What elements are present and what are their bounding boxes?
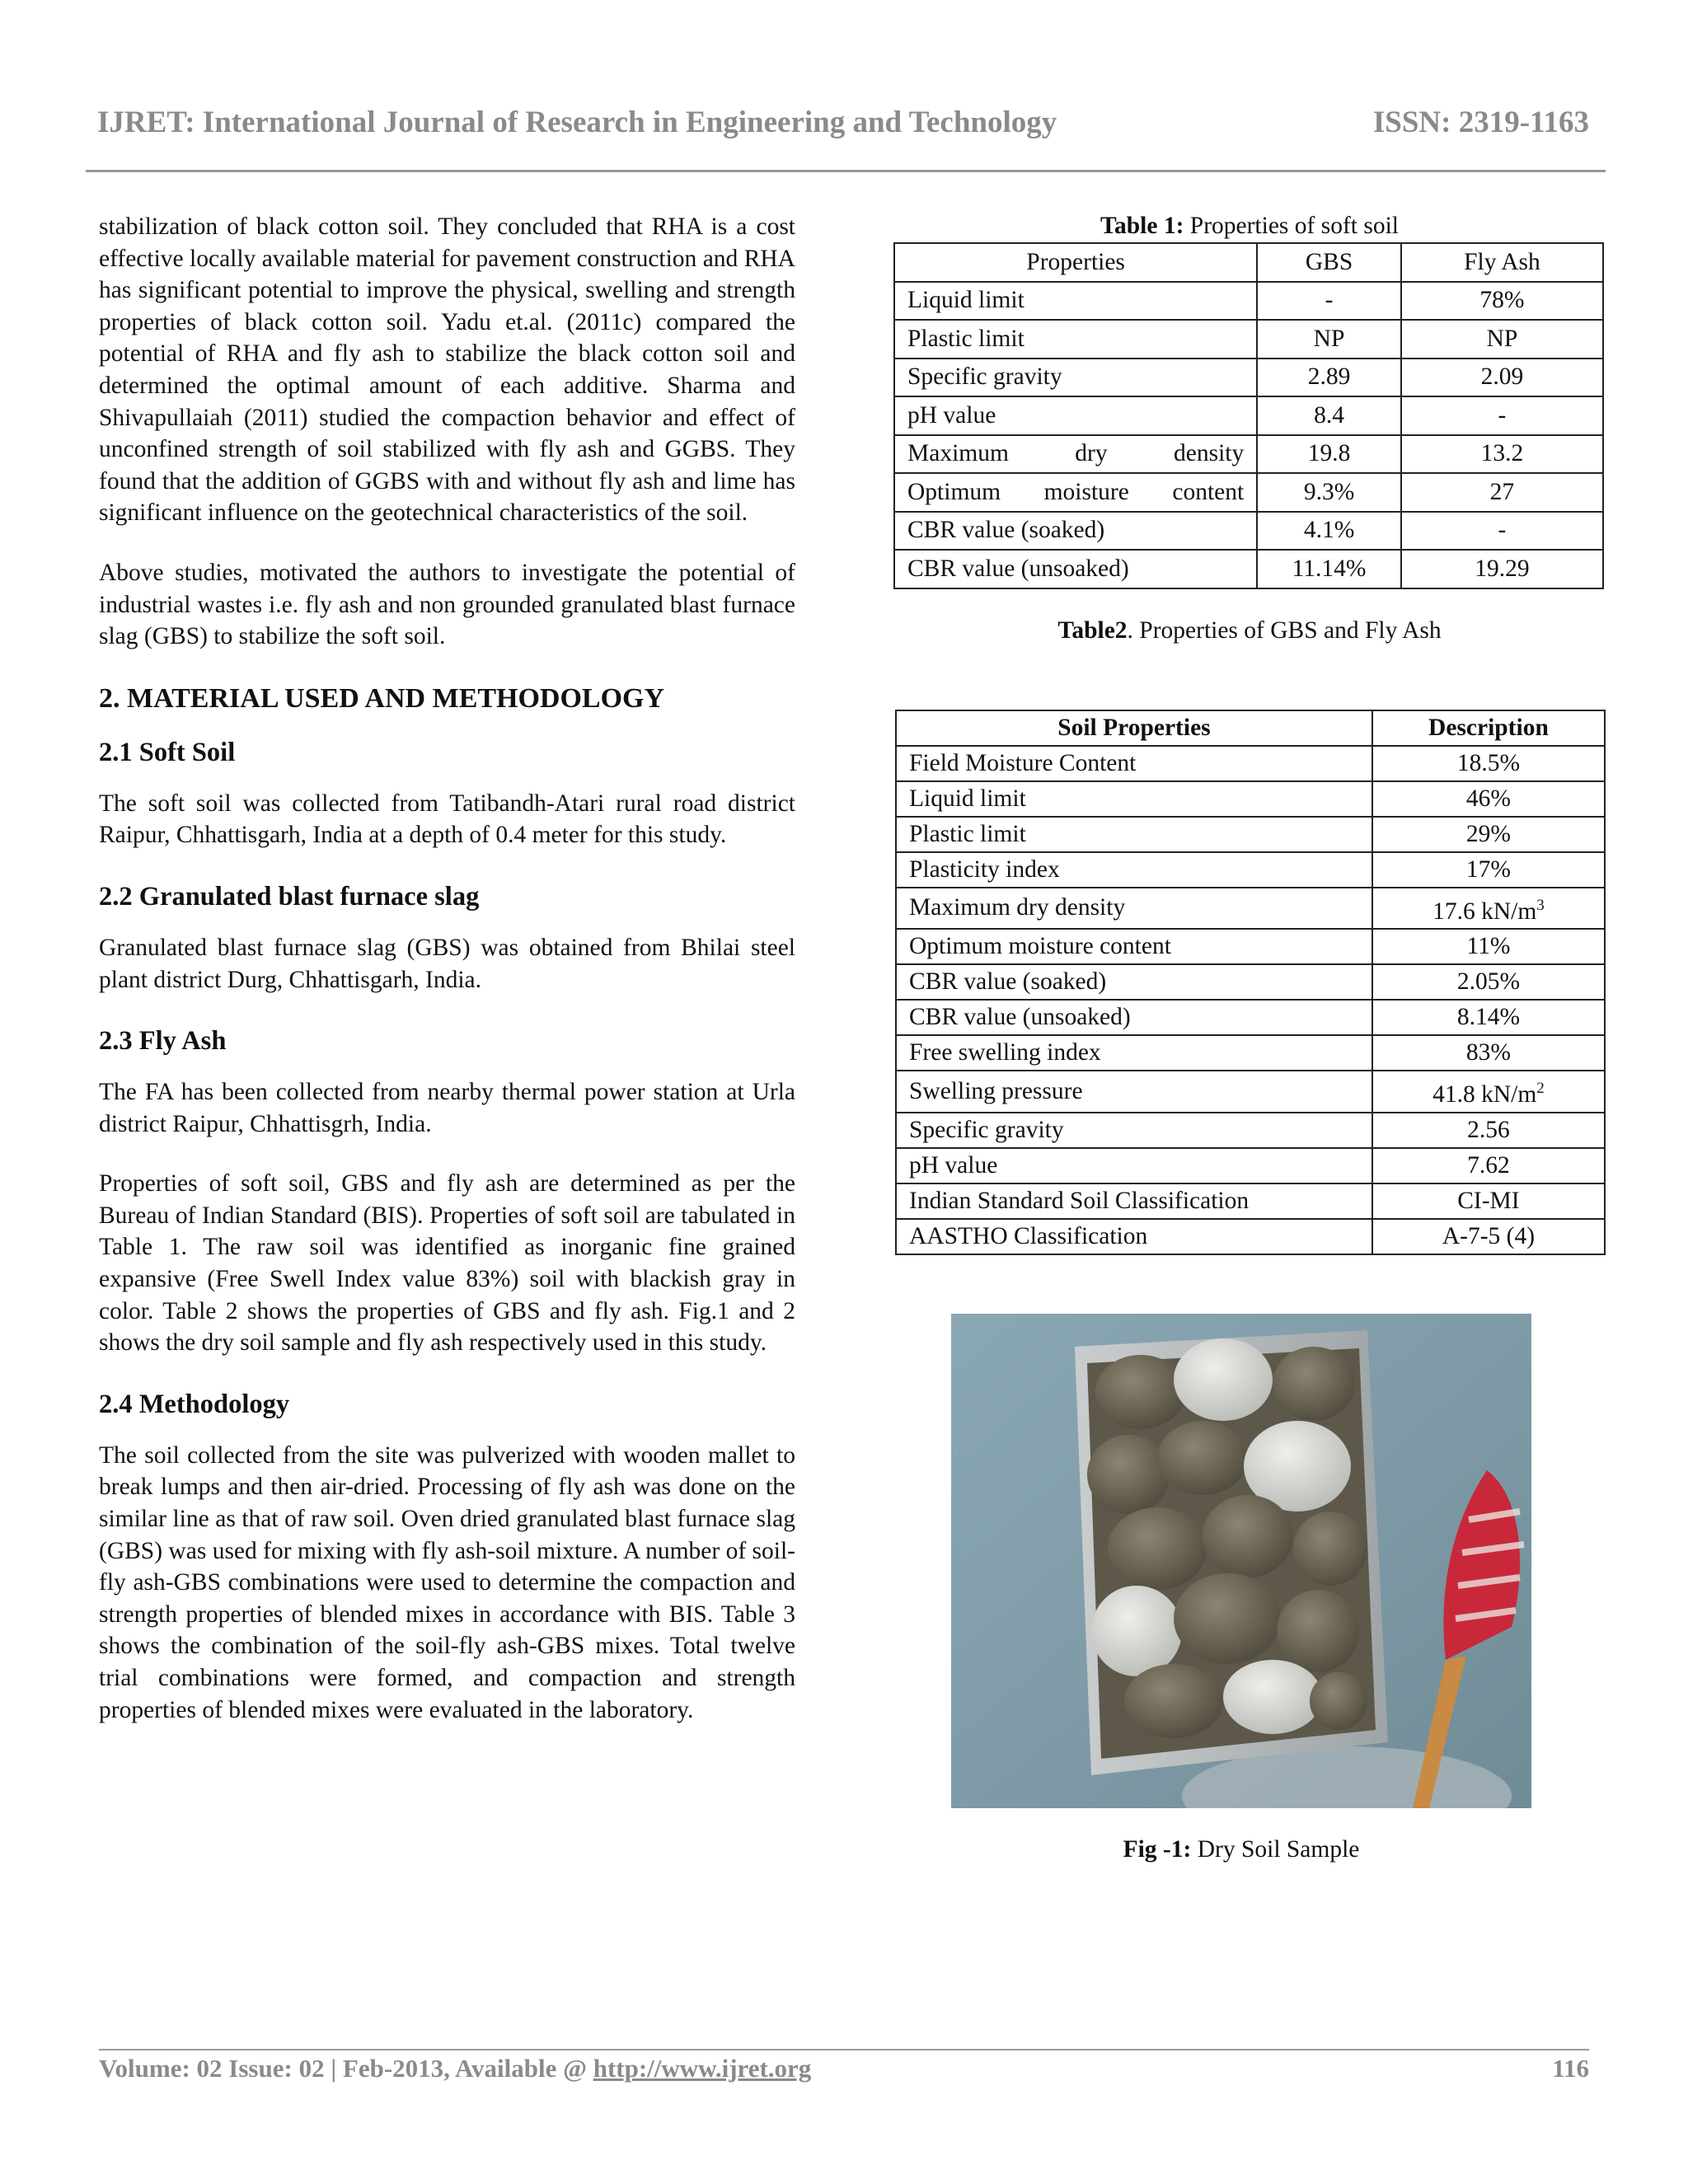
table2-cell: 2.56 <box>1372 1113 1605 1148</box>
value-text: 41.8 kN/m <box>1432 1081 1537 1108</box>
table2-cell: Plasticity index <box>896 852 1372 888</box>
table1-cell-justified <box>894 473 1257 512</box>
table2-cell: 7.62 <box>1372 1148 1605 1183</box>
table2-cell: Swelling pressure <box>896 1071 1372 1113</box>
paragraph-gbs: Granulated blast furnace slag (GBS) was obtained from Bhilai steel plant district Durg, Chhattisgarh, India. <box>99 934 795 993</box>
paragraph-properties: Properties of soft soil, GBS and fly ash are determined as per the Bureau of Indian Standard (BIS). Properties of soft soil are tabulated in Table 1. The raw soil was identified as inorganic fine grained expansive (Free Swell Index value 83%) soil with blackish gray in color. Table 2 shows the properties of GBS and fly ash. Fig.1 and 2 shows the dry soil sample and fly ash respectively used in this study. <box>99 1170 795 1357</box>
table-row <box>896 964 1605 1000</box>
table2-cell: Optimum moisture content <box>896 929 1372 964</box>
table2-cell: A-7-5 (4) <box>1372 1219 1605 1254</box>
table2-cell: Field Moisture Content <box>896 746 1372 781</box>
journal-title: IJRET: International Journal of Research in Engineering and Technology <box>97 105 1057 139</box>
paragraph-fly-ash: The FA has been collected from nearby thermal power station at Urla district Raipur, Chhattisgrh, India. <box>99 1079 795 1137</box>
table2-header-cell: Soil Properties <box>896 710 1372 746</box>
table1-cell: Plastic limit <box>894 320 1257 359</box>
table1-caption-text: Properties of soft soil <box>1184 213 1399 239</box>
table1-caption <box>893 211 1606 242</box>
table2-cell: 83% <box>1372 1035 1605 1071</box>
table1 <box>893 242 1604 589</box>
table-row <box>894 359 1603 397</box>
table1-cell-justified <box>894 435 1257 474</box>
table2 <box>895 710 1606 1256</box>
header-divider <box>86 170 1606 172</box>
table-row <box>896 929 1605 964</box>
table2-cell: 2.05% <box>1372 964 1605 1000</box>
table1-cell: NP <box>1257 320 1401 359</box>
table1-cell: - <box>1401 512 1603 551</box>
table2-cell: 11% <box>1372 929 1605 964</box>
table1-header-cell: Properties <box>894 243 1257 282</box>
table-row <box>894 435 1603 474</box>
table-row <box>896 1183 1605 1219</box>
table-row <box>896 1035 1605 1071</box>
table2-cell: pH value <box>896 1148 1372 1183</box>
table2-cell: Free swelling index <box>896 1035 1372 1071</box>
justified-label <box>907 440 1244 467</box>
table1-cell: 2.09 <box>1401 359 1603 397</box>
table2-cell: 29% <box>1372 817 1605 852</box>
page-header <box>97 97 1589 147</box>
table1-cell: 19.29 <box>1401 550 1603 588</box>
issn-label: ISSN: 2319-1163 <box>1372 105 1589 139</box>
paragraph-motivation: Above studies, motivated the authors to investigate the potential of industrial wastes i.e. fly ash and non grounded granulated blast furnace slag (GBS) to stabilize the soft soil. <box>99 559 795 650</box>
table2-cell: Indian Standard Soil Classification <box>896 1183 1372 1219</box>
left-column <box>99 211 795 1726</box>
table2-cell: Plastic limit <box>896 817 1372 852</box>
table2-cell: Liquid limit <box>896 781 1372 817</box>
table-row <box>896 781 1605 817</box>
word: Maximum <box>907 440 1009 467</box>
table1-cell: 9.3% <box>1257 473 1401 512</box>
table2-caption-text: . Properties of GBS and Fly Ash <box>1127 616 1442 644</box>
subsection-heading-soft-soil: 2.1 Soft Soil <box>99 737 236 767</box>
paragraph-intro: stabilization of black cotton soil. They concluded that RHA is a cost effective locally available material for pavement construction and RHA has significant potential to improve the physical, swelling and strength properties of black cotton soil. Yadu et.al. (2011c) compared the potential of RHA and fly ash to stabilize the black cotton soil and determined the optimal amount of each additive. Sharma and Shivapullaiah (2011) studied the compaction behavior and effect of unconfined strength of soil stabilized with fly ash and GGBS. They found that the addition of GGBS with and without fly ash and lime has significant influence on the geotechnical characteristics of the soil. <box>99 213 795 527</box>
table1-cell: Liquid limit <box>894 282 1257 321</box>
table2-cell-unit <box>1372 1071 1605 1113</box>
table-row <box>894 282 1603 321</box>
table1-header-row <box>894 243 1603 282</box>
subsection-heading-fly-ash: 2.3 Fly Ash <box>99 1026 227 1057</box>
justified-label <box>907 479 1244 506</box>
figure-dry-soil-sample <box>951 1314 1531 1808</box>
table2-cell: 8.14% <box>1372 1000 1605 1035</box>
word: dry <box>1075 440 1108 467</box>
page-number: 116 <box>1552 2054 1589 2083</box>
paragraph-methodology: The soil collected from the site was pulverized with wooden mallet to break lumps and then air-dried. Processing of fly ash was done on the similar line as that of raw soil. Oven dried granulated blast furnace slag (GBS) was used for mixing with fly ash-soil mixture. A number of soil-fly ash-GBS combinations were used to determine the compaction and strength properties of blended mixes in accordance with BIS. Table 3 shows the combination of the soil-fly ash-GBS mixes. Total twelve trial combinations were formed, and compaction and strength properties of blended mixes were evaluated in the laboratory. <box>99 1441 795 1723</box>
table1-cell: Specific gravity <box>894 359 1257 397</box>
word: moisture <box>1043 478 1129 505</box>
footer-volume-text: Volume: 02 Issue: 02 | Feb-2013, Available @ <box>99 2054 593 2083</box>
table2-cell: 17% <box>1372 852 1605 888</box>
table2-cell: Specific gravity <box>896 1113 1372 1148</box>
table1-cell: 4.1% <box>1257 512 1401 551</box>
word: Optimum <box>907 478 1001 505</box>
table2-cell-unit <box>1372 888 1605 930</box>
table-row <box>896 1000 1605 1035</box>
table-row <box>894 320 1603 359</box>
table-row <box>894 473 1603 512</box>
table1-cell: 13.2 <box>1401 435 1603 474</box>
table1-cell: NP <box>1401 320 1603 359</box>
table1-caption-label: Table 1: <box>1100 213 1184 239</box>
figure1-caption-text: Dry Soil Sample <box>1191 1836 1360 1863</box>
table1-header-cell: Fly Ash <box>1401 243 1603 282</box>
table-row <box>896 1071 1605 1113</box>
table1-cell: 27 <box>1401 473 1603 512</box>
table2-cell: 18.5% <box>1372 746 1605 781</box>
table2-cell: CBR value (unsoaked) <box>896 1000 1372 1035</box>
table2-caption <box>893 616 1606 645</box>
superscript: 3 <box>1536 896 1545 914</box>
table2-cell: AASTHO Classification <box>896 1219 1372 1254</box>
word: density <box>1174 440 1245 467</box>
figure1-caption <box>951 1835 1531 1864</box>
subsection-heading-methodology: 2.4 Methodology <box>99 1389 290 1419</box>
superscript: 2 <box>1536 1080 1545 1098</box>
footer-volume <box>99 2054 811 2083</box>
table2-header-row <box>896 710 1605 746</box>
table-row <box>896 746 1605 781</box>
table-row <box>896 888 1605 930</box>
table2-cell: CBR value (soaked) <box>896 964 1372 1000</box>
page-footer <box>99 2052 1589 2085</box>
table2-header-cell: Description <box>1372 710 1605 746</box>
section-heading-materials: 2. MATERIAL USED AND METHODOLOGY <box>99 682 665 714</box>
table-row <box>896 1148 1605 1183</box>
journal-link[interactable]: http://www.ijret.org <box>593 2054 812 2083</box>
table-row <box>894 550 1603 588</box>
table1-cell: 19.8 <box>1257 435 1401 474</box>
table1-cell: 8.4 <box>1257 396 1401 435</box>
table-row <box>896 1113 1605 1148</box>
figure1-caption-label: Fig -1: <box>1123 1836 1192 1863</box>
soil-sample-photo <box>951 1314 1531 1808</box>
table1-cell: - <box>1257 282 1401 321</box>
table1-cell: pH value <box>894 396 1257 435</box>
table2-caption-label: Table2 <box>1057 616 1128 644</box>
right-column <box>893 211 1606 1255</box>
table-row <box>896 852 1605 888</box>
footer-divider <box>99 2049 1589 2050</box>
paragraph-soft-soil: The soft soil was collected from Tatibandh-Atari rural road district Raipur, Chhattisgarh, India at a depth of 0.4 meter for this study. <box>99 790 795 849</box>
word: content <box>1172 478 1245 505</box>
table1-header-cell: GBS <box>1257 243 1401 282</box>
table-row <box>896 817 1605 852</box>
table1-cell: CBR value (unsoaked) <box>894 550 1257 588</box>
table1-cell: CBR value (soaked) <box>894 512 1257 551</box>
table-row <box>894 512 1603 551</box>
table1-cell: 11.14% <box>1257 550 1401 588</box>
table1-cell: - <box>1401 396 1603 435</box>
subsection-heading-gbs: 2.2 Granulated blast furnace slag <box>99 881 480 912</box>
table2-cell: Maximum dry density <box>896 888 1372 930</box>
table2-cell: 46% <box>1372 781 1605 817</box>
table-row <box>896 1219 1605 1254</box>
table1-cell: 78% <box>1401 282 1603 321</box>
table2-cell: CI-MI <box>1372 1183 1605 1219</box>
table1-cell: 2.89 <box>1257 359 1401 397</box>
table-row <box>894 396 1603 435</box>
value-text: 17.6 kN/m <box>1432 898 1537 925</box>
